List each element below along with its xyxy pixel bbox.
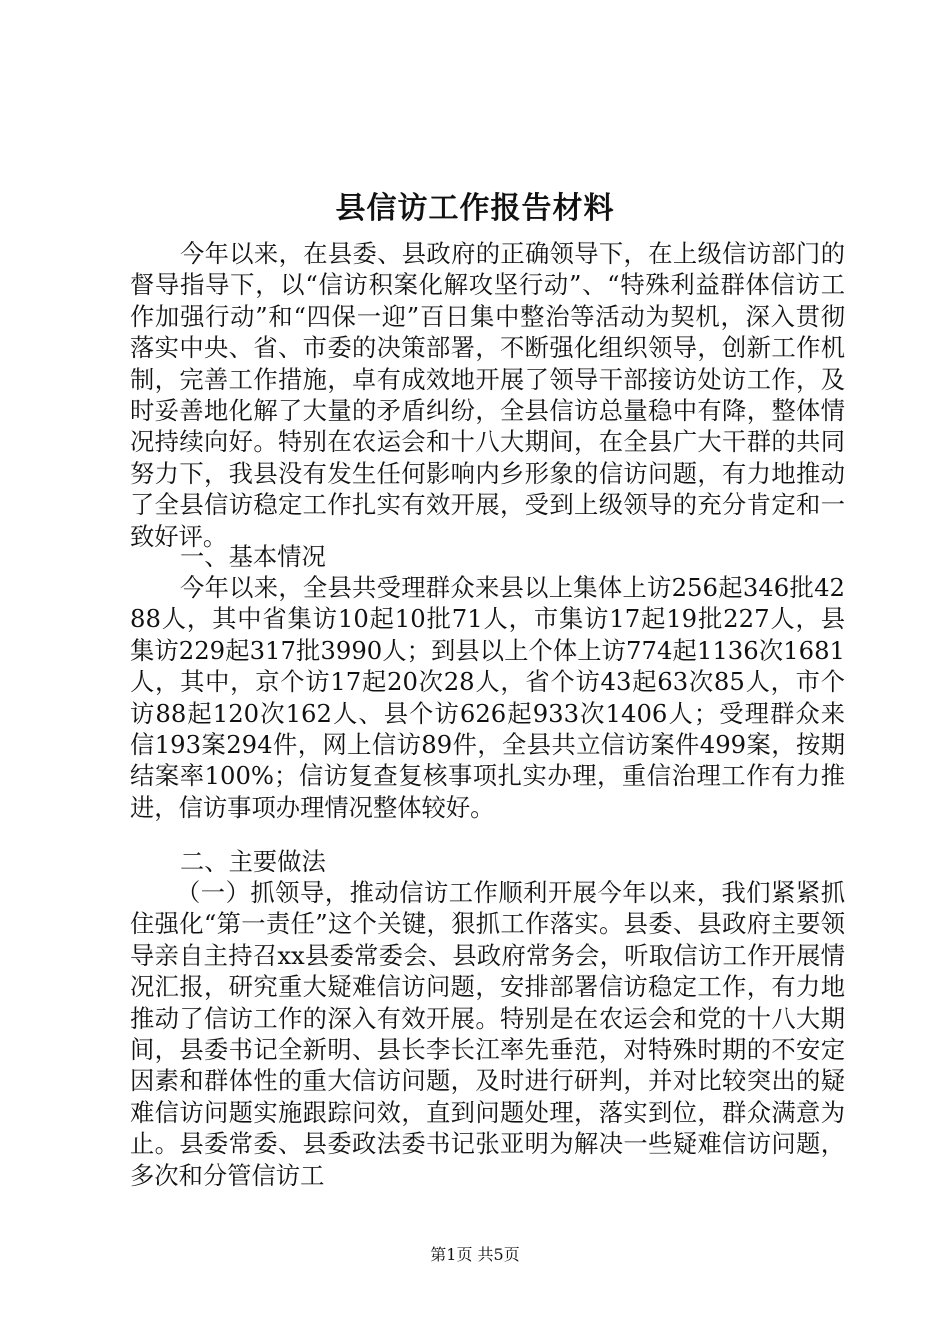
page-number-footer: 第1页 共5页 (430, 1245, 520, 1264)
document-title: 县信访工作报告材料 (335, 191, 615, 226)
statistics-paragraph: 今年以来，全县共受理群众来县以上集体上访256起346批4288人，其中省集访10起10批71人，市集访17起19批227人，县集访229起317批3990人；到县以上个体上访774起1136次1681人，其中，京个访17起20次28人，省个访43起63次85人，市个访88起120次162人、县个访626起933次1406人；受理群众来信193案294件，网上信访89件，全县共立信访案件499案，按期结案率100%；信访复查复核事项扎实办理，重信治理工作有力推进，信访事项办理情况整体较好。 (130, 573, 845, 822)
leadership-paragraph: （一）抓领导，推动信访工作顺利开展今年以来，我们紧紧抓住强化“第一责任”这个关键，狠抓工作落实。县委、县政府主要领导亲自主持召xx县委常委会、县政府常务会，听取信访工作开展情况汇报，研究重大疑难信访问题，安排部署信访稳定工作，有力地推动了信访工作的深入有效开展。特别是在农运会和党的十八大期间，县委书记全新明、县长李长江率先垂范，对特殊时期的不安定因素和群体性的重大信访问题，及时进行研判，并对比较突出的疑难信访问题实施跟踪问效，直到问题处理，落实到位，群众满意为止。县委常委、县委政法委书记张亚明为解决一些疑难信访问题，多次和分管信访工 (130, 878, 845, 1190)
section-heading-basic-situation: 一、基本情况 (180, 542, 326, 571)
section-heading-main-practices: 二、主要做法 (180, 847, 326, 876)
intro-paragraph: 今年以来，在县委、县政府的正确领导下，在上级信访部门的督导指导下，以“信访积案化解攻坚行动”、“特殊利益群体信访工作加强行动”和“四保一迎”百日集中整治等活动为契机，深入贯彻落实中央、省、市委的决策部署，不断强化组织领导，创新工作机制，完善工作措施，卓有成效地开展了领导干部接访处访工作，及时妥善地化解了大量的矛盾纠纷，全县信访总量稳中有降，整体情况持续向好。特别在农运会和十八大期间，在全县广大干群的共同努力下，我县没有发生任何影响内乡形象的信访问题，有力地推动了全县信访稳定工作扎实有效开展，受到上级领导的充分肯定和一致好评。 (130, 239, 845, 551)
